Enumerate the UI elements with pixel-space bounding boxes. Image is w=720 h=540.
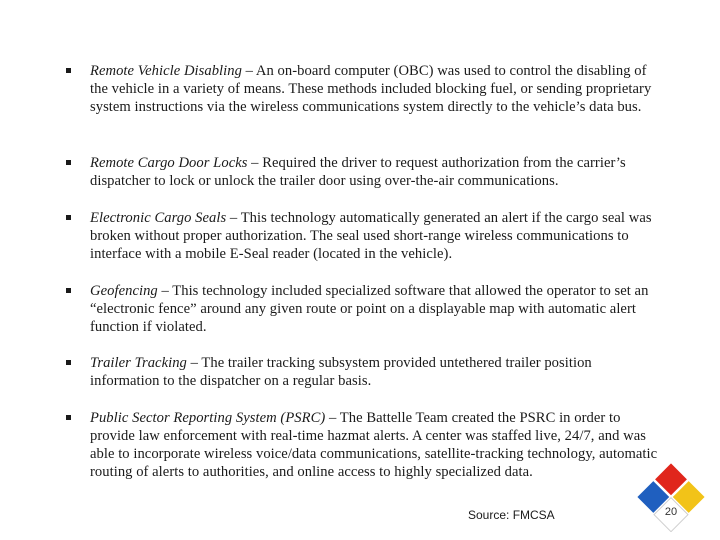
bullet-electronic-cargo-seals <box>60 209 660 263</box>
bullet-paragraph <box>90 282 660 336</box>
page-number: 20 <box>664 506 678 518</box>
bullet-marker <box>66 68 71 73</box>
bullet-paragraph <box>90 409 660 481</box>
bullet-remote-vehicle-disabling <box>60 62 660 116</box>
bullet-geofencing <box>60 282 660 336</box>
bullet-trailer-tracking <box>60 354 660 390</box>
bullet-term: Public Sector Reporting System (PSRC) <box>90 410 326 426</box>
bullet-paragraph <box>90 209 660 263</box>
bullet-marker <box>66 288 71 293</box>
bullet-term: Remote Cargo Door Locks <box>90 155 248 171</box>
bullet-text: – Required the driver to request authorization from the carrier’s dispatcher to lock or unlock the trailer door using over-the-air communications. <box>90 155 626 189</box>
source-caption: Source: FMCSA <box>468 508 555 522</box>
bullet-paragraph <box>90 354 660 390</box>
bullet-marker <box>66 415 71 420</box>
bullet-text: – The Battelle Team created the PSRC in order to provide law enforcement with real-time hazmat alerts. A center was staffed live, 24/7, and was able to incorporate wireless voice/data communications, satellite-tracking technology, automatic routing of alerts to authorities, and online access to highly specialized data. <box>90 410 658 480</box>
bullet-marker <box>66 360 71 365</box>
bullet-marker <box>66 215 71 220</box>
bullet-public-sector-reporting-system <box>60 409 660 481</box>
bullet-term: Trailer Tracking <box>90 355 187 371</box>
bullet-marker <box>66 160 71 165</box>
bullet-text: – This technology included specialized software that allowed the operator to set an “electronic fence” around any given route or point on a displayable map with automatic alert function if violated. <box>90 283 649 335</box>
bullet-paragraph <box>90 62 660 116</box>
bullet-term: Electronic Cargo Seals <box>90 210 227 226</box>
hazmat-diamond-icon <box>636 462 706 532</box>
bullet-term: Remote Vehicle Disabling <box>90 63 242 79</box>
bullet-text: – An on-board computer (OBC) was used to control the disabling of the vehicle in a variety of means. These methods included blocking fuel, or sending proprietary system instructions via the wireless communications system directly to the vehicle’s data bus. <box>90 63 652 115</box>
bullet-text: – The trailer tracking subsystem provided untethered trailer position information to the dispatcher on a regular basis. <box>90 355 592 389</box>
bullet-remote-cargo-door-locks <box>60 154 660 190</box>
bullet-term: Geofencing <box>90 283 158 299</box>
bullet-paragraph <box>90 154 660 190</box>
bullet-text: – This technology automatically generated an alert if the cargo seal was broken without proper authorization. The seal used short-range wireless communications to interface with a mobile E-Seal reader (located in the vehicle). <box>90 210 652 262</box>
